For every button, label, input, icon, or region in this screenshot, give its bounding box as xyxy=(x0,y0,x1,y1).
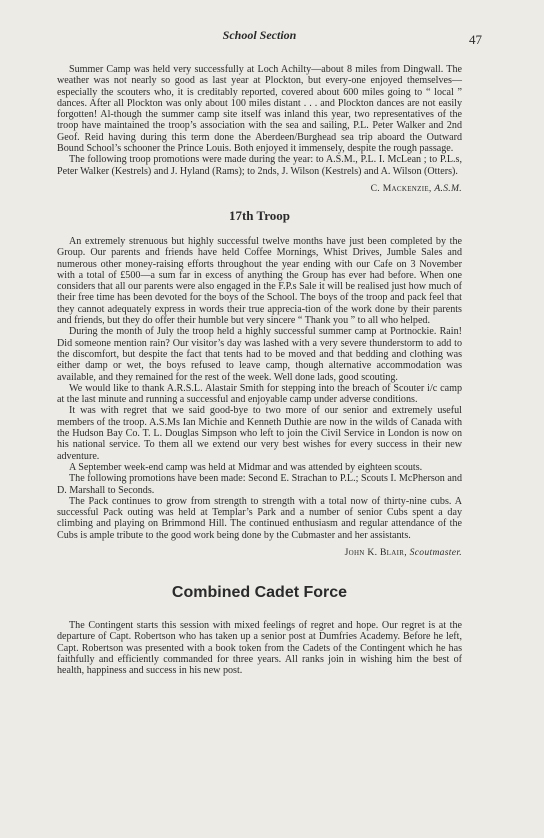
contingent-paragraph: The Contingent starts this session with mixed feelings of regret and hope. Our regret is at the departure of Capt. Robertson who has taken up a senior post at Dumfries Academy. Before he left, Capt. Robertson was presented with a book token from the Cadets of the Contingent which he has faithfully and efficiently commanded for three years. All ranks join in wishing him the best of health, happiness and success in his new post. xyxy=(57,619,462,677)
signature-mackenzie xyxy=(57,183,462,194)
signature-blair xyxy=(57,547,462,558)
section-heading-combined-cadet-force: Combined Cadet Force xyxy=(171,583,348,601)
troop-promotions-paragraph: The following troop promotions were made during the year: to A.S.M., P.L. I. McLean ; to P.L.s, Peter Walker (Kestrels) and J. Hyland (Rams); to 2nds, J. Wilson (Kestrels) and A. Wilson (Otters). xyxy=(57,154,462,177)
promotions-paragraph: The following promotions have been made: Second E. Strachan to P.L.; Scouts I. McPherson and D. Marshall to Seconds. xyxy=(57,473,462,496)
signature-name: John K. Blair, xyxy=(344,546,407,558)
signature-name: C. Mackenzie, xyxy=(370,182,432,194)
midmar-camp-paragraph: A September week-end camp was held at Midmar and was attended by eighteen scouts. xyxy=(69,461,423,473)
signature-role: Scoutmaster. xyxy=(409,546,462,558)
portnockie-camp-paragraph: During the month of July the troop held a highly successful summer camp at Portnockie. Rain! Did someone mention rain? Our visitor’s day was lashed with a very severe thunderstorm to add to the discomfort, but despite the fact that tents had to be moved and that bedding and clothing was either damp or wet, the boys refused to leave camp, though alternative accommodation was available, and they remained for the rest of the week. Well done lads, good scouting. xyxy=(57,326,462,383)
page-number: 47 xyxy=(469,32,482,47)
summer-camp-paragraph: Summer Camp was held very successfully at Loch Achilty—about 8 miles from Dingwall. The weather was not nearly so good as last year at Plockton, but every-one enjoyed themselves—especially the scouters who, it is creditably reported, covered about 600 miles going to “ local ” dances. After all Plockton was only about 100 miles distant . . . and Plockton dances are not easily forgotten! Al-though the summer camp site itself was inland this year, two representatives of the troop have maintained the troop’s association with the sea and sailing, P.L. Peter Walker and 2nd Geof. Reid having during this term done the Aberdeen/Burghead sea trip aboard the Outward Bound School’s schooner the Prince Louis. Both enjoyed it immensely, despite the rough passage. xyxy=(57,64,462,155)
signature-role: A.S.M. xyxy=(434,182,462,194)
fundraising-paragraph: An extremely strenuous but highly successful twelve months have just been completed by the Group. Our parents and friends have held Coffee Mornings, Whist Drives, Jumble Sales and numerous other money-raising efforts throughout the year ending with our Cafe on 3 November with a total of £500—a sum far in excess of anything the Group has ever had before. When one considers that all our parents were also engaged in the F.P.s Sale it will be realised just how much of their free time has been devoted for the boys of the School. The boys of the troop and pack feel that they cannot adequately express in words their true apprecia-tion of the work done by their parents and friends, but they do offer their humble but very sincere “ Thank you ” to all who helped. xyxy=(57,235,462,327)
thanks-paragraph: We would like to thank A.R.S.L. Alastair Smith for stepping into the breach of Scouter i/c camp at the last minute and running a successful and enjoyable camp under adverse conditions. xyxy=(57,382,462,406)
section-heading-17th-troop: 17th Troop xyxy=(228,207,291,223)
pack-paragraph: The Pack continues to grow from strength to strength with a total now of thirty-nine cubs. A successful Pack outing was held at Templar’s Park and a number of senior Cubs spent a day climbing and playing on Brimmond Hill. The continued enthusiasm and regular attendance of the Cubs is ample tribute to the good work being done by the Cubmaster and her assistants. xyxy=(57,495,462,541)
running-head: School Section xyxy=(222,28,297,42)
page-header xyxy=(57,28,482,52)
farewell-paragraph: It was with regret that we said good-bye to two more of our senior and extremely useful members of the troop. A.S.Ms Ian Michie and Kenneth Duthie are now in the wilds of Canada with the Hudson Bay Co. T. L. Douglas Simpson who left to join the Civil Service in London is now on his national service. To them all we extend our very best wishes for every success in their new adventure. xyxy=(57,405,462,462)
